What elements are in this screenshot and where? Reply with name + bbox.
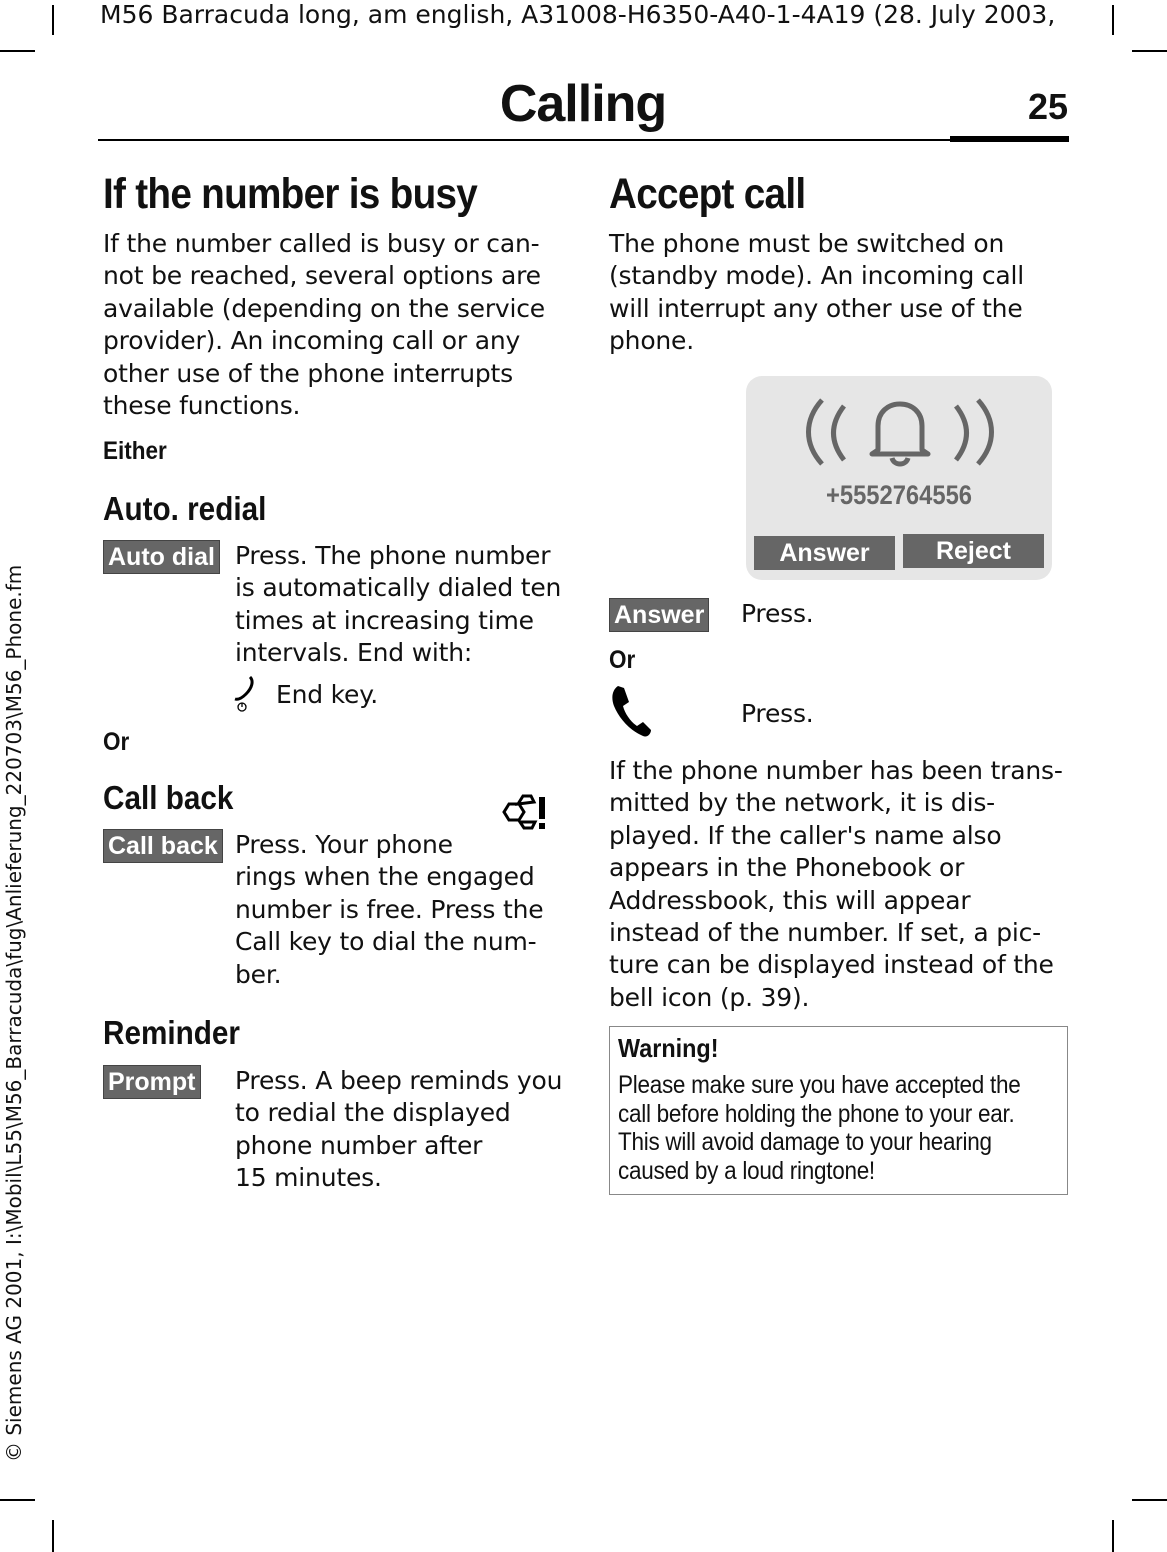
- or-label: Or: [609, 646, 636, 674]
- prompt-description: Press. A beep reminds you to redial the displayed phone number after 15 minutes.: [235, 1066, 563, 1193]
- busy-paragraph: If the number called is busy or can- not be reached, several options are available (depending on the service provider). An incoming call or any other use of the phone interrupts these functions.: [103, 229, 545, 421]
- accept-call-heading: Accept call: [609, 170, 806, 218]
- auto-dial-description: Press. The phone number is automatically dialed ten times at increasing time intervals. End with:: [235, 541, 562, 668]
- page-title: Calling: [499, 75, 667, 133]
- call-key-press-text: Press.: [741, 699, 814, 728]
- or-label: Or: [103, 728, 130, 756]
- screen-reject-button[interactable]: Reject: [903, 534, 1044, 568]
- answer-press-text: Press.: [741, 599, 814, 628]
- crop-mark: [1132, 50, 1167, 52]
- crop-mark: [1112, 5, 1114, 35]
- reminder-heading: Reminder: [103, 1014, 240, 1051]
- crop-mark: [1132, 1499, 1167, 1501]
- title-rule: [98, 139, 1069, 141]
- incoming-call-screen: [746, 376, 1052, 580]
- caller-number: +5552764556: [825, 480, 973, 510]
- accept-call-paragraph: The phone must be switched on (standby mode). An incoming call will interrupt any other use of the phone.: [609, 229, 1025, 356]
- end-key-label: End key.: [276, 680, 379, 709]
- screen-answer-button[interactable]: Answer: [754, 536, 895, 570]
- warning-box: [609, 1026, 1068, 1195]
- page-number: 25: [1027, 86, 1068, 127]
- prompt-softkey[interactable]: Prompt: [103, 1065, 201, 1099]
- crop-mark: [52, 5, 54, 35]
- end-key-icon: [232, 676, 256, 712]
- document-info: M56 Barracuda long, am english, A31008-H6350-A40-1-4A19 (28. July 2003,: [100, 0, 1056, 29]
- crop-mark: [52, 1520, 54, 1552]
- warning-text: Please make sure you have accepted the call before holding the phone to your ear. This will avoid damage to your hearing caused by a loud ringtone!: [618, 1071, 1021, 1185]
- warning-title: Warning!: [618, 1033, 719, 1063]
- call-key-icon: [609, 684, 653, 738]
- copyright-path: © Siemens AG 2001, I:\Mobil\L55\M56_Barracuda\fug\Anlieferung_220703\M56_Phone.fm: [2, 564, 26, 1462]
- busy-heading: If the number is busy: [103, 170, 478, 218]
- caller-display-paragraph: If the phone number has been trans- mitted by the network, it is dis- played. If the caller's name also appears in the Phonebook or Addressbook, this will appear instead of the number. If set, a pic- ture can be displayed instead of the bell icon (p. 39).: [609, 756, 1063, 1012]
- auto-dial-softkey[interactable]: Auto dial: [103, 540, 220, 574]
- ringing-bell-icon: [800, 392, 1000, 472]
- crop-mark: [1112, 1520, 1114, 1552]
- auto-redial-heading: Auto. redial: [103, 490, 267, 527]
- crop-mark: [0, 1499, 35, 1501]
- call-back-softkey[interactable]: Call back: [103, 829, 223, 863]
- either-label: Either: [103, 437, 167, 465]
- crop-mark: [0, 50, 35, 52]
- answer-softkey[interactable]: Answer: [609, 598, 709, 632]
- call-back-heading: Call back: [103, 779, 234, 816]
- page-number-rule: [950, 136, 1069, 142]
- network-service-icon: [498, 794, 558, 830]
- call-back-description: Press. Your phone rings when the engaged number is free. Press the Call key to dial the num- ber.: [235, 830, 544, 989]
